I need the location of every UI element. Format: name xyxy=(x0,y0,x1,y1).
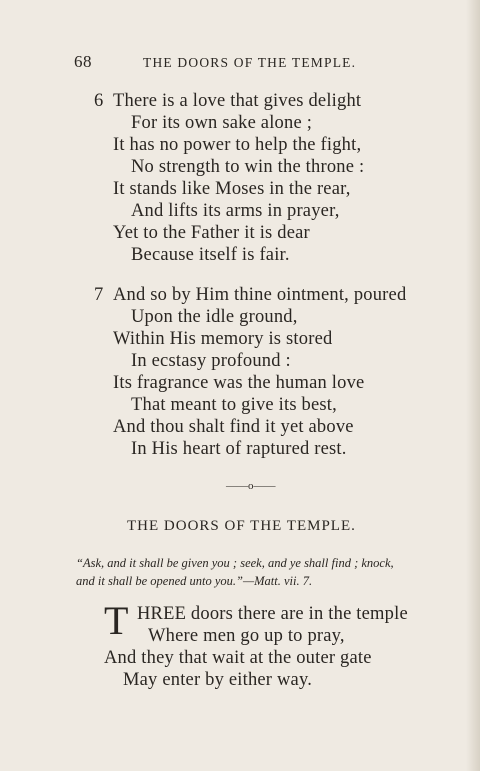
verse-line: There is a love that gives delight xyxy=(113,91,362,111)
page-edge-shadow xyxy=(466,0,480,771)
page-number: 68 xyxy=(74,52,92,71)
verse-line: No strength to win the throne : xyxy=(131,157,365,177)
verse-line: It stands like Moses in the rear, xyxy=(113,179,351,199)
verse-line: Where men go up to pray, xyxy=(148,626,345,646)
verse-line: And thou shalt find it yet above xyxy=(113,417,354,437)
poem-title: THE DOORS OF THE TEMPLE. xyxy=(127,518,356,534)
epigraph-line: “Ask, and it shall be given you ; seek, and ye shall find ; knock, xyxy=(76,556,394,570)
verse-line: That meant to give its best, xyxy=(131,395,337,415)
verse-line: In His heart of raptured rest. xyxy=(131,439,347,459)
section-separator: ——o—— xyxy=(226,480,276,492)
verse-line: In ecstasy profound : xyxy=(131,351,291,371)
verse-line: It has no power to help the fight, xyxy=(113,135,362,155)
running-title: THE DOORS OF THE TEMPLE. xyxy=(143,55,357,70)
verse-line: Its fragrance was the human love xyxy=(113,373,365,393)
verse-line: And so by Him thine ointment, poured xyxy=(113,285,407,305)
drop-cap: T xyxy=(104,598,129,643)
verse-line: For its own sake alone ; xyxy=(131,113,313,133)
page-header xyxy=(0,52,480,74)
verse-line: And they that wait at the outer gate xyxy=(104,648,372,668)
verse-line: HREE doors there are in the temple xyxy=(137,604,408,624)
verse-line: May enter by either way. xyxy=(123,670,313,690)
epigraph-line: and it shall be opened unto you.”—Matt. vii. 7. xyxy=(76,574,313,588)
stanza-number: 6 xyxy=(94,91,104,111)
verse-line: Because itself is fair. xyxy=(131,245,290,265)
stanza-number: 7 xyxy=(94,285,104,305)
verse-line: Within His memory is stored xyxy=(113,329,333,349)
verse-line: Upon the idle ground, xyxy=(131,307,298,327)
verse-line: And lifts its arms in prayer, xyxy=(131,201,340,221)
verse-line: Yet to the Father it is dear xyxy=(113,223,310,243)
